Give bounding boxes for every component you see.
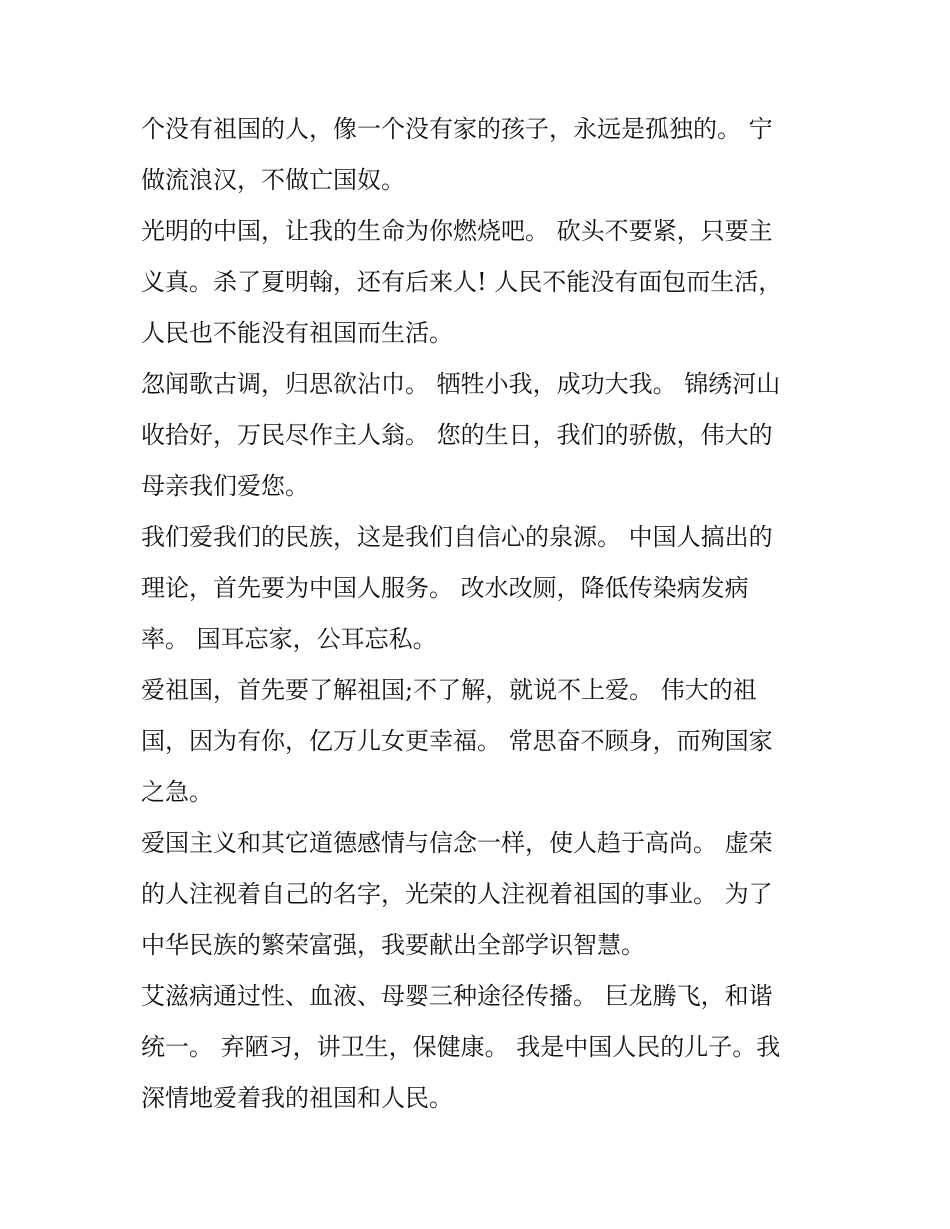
text-line: 艾滋病通过性、血液、母婴三种途径传播。 巨龙腾飞，和谐 <box>141 982 773 1010</box>
text-line: 爱国主义和其它道德感情与信念一样，使人趋于高尚。 虚荣 <box>141 829 773 857</box>
text-line: 率。 国耳忘家，公耳忘私。 <box>141 625 437 653</box>
text-line: 忽闻歌古调，归思欲沾巾。 牺牲小我，成功大我。 锦绣河山 <box>141 370 781 398</box>
text-line: 收拾好，万民尽作主人翁。 您的生日，我们的骄傲，伟大的 <box>141 421 773 449</box>
paragraph-2 <box>141 206 813 359</box>
paragraph-5 <box>141 665 813 818</box>
text-line: 之急。 <box>141 778 213 806</box>
text-line: 统一。 弃陋习，讲卫生，保健康。 我是中国人民的儿子。我 <box>141 1033 781 1061</box>
text-line: 国，因为有你，亿万儿女更幸福。 常思奋不顾身，而殉国家 <box>141 727 773 755</box>
text-line: 光明的中国，让我的生命为你燃烧吧。 砍头不要紧，只要主 <box>141 217 773 245</box>
paragraph-1 <box>141 104 813 206</box>
text-line: 的人注视着自己的名字，光荣的人注视着祖国的事业。 为了 <box>141 880 773 908</box>
paragraph-4 <box>141 512 813 665</box>
text-line: 深情地爱着我的祖国和人民。 <box>141 1084 453 1112</box>
paragraph-7 <box>141 971 813 1124</box>
document-body <box>141 104 813 1124</box>
text-line: 人民也不能没有祖国而生活。 <box>141 319 453 347</box>
text-line: 义真。杀了夏明翰，还有后来人! 人民不能没有面包而生活， <box>141 268 783 296</box>
text-line: 中华民族的繁荣富强，我要献出全部学识智慧。 <box>141 931 645 959</box>
paragraph-3 <box>141 359 813 512</box>
text-line: 母亲我们爱您。 <box>141 472 309 500</box>
paragraph-6 <box>141 818 813 971</box>
text-line: 个没有祖国的人，像一个没有家的孩子，永远是孤独的。 宁 <box>141 115 773 143</box>
text-line: 爱祖国，首先要了解祖国;不了解，就说不上爱。 伟大的祖 <box>141 676 757 704</box>
text-line: 理论，首先要为中国人服务。 改水改厕，降低传染病发病 <box>141 574 749 602</box>
text-line: 做流浪汉，不做亡国奴。 <box>141 166 405 194</box>
text-line: 我们爱我们的民族，这是我们自信心的泉源。 中国人搞出的 <box>141 523 773 551</box>
